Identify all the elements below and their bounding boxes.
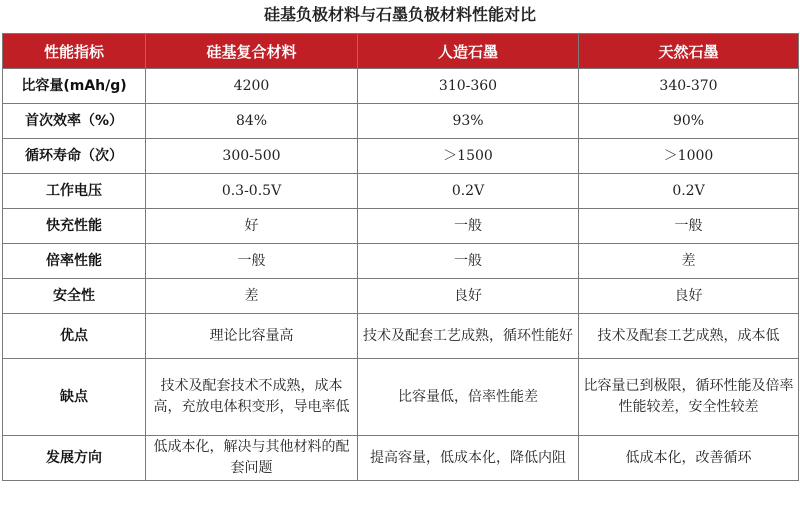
row-label: 首次效率（%） (3, 104, 146, 139)
table-row (3, 139, 799, 174)
cell-artificial-graphite: 比容量低，倍率性能差 (358, 359, 579, 436)
row-label: 缺点 (3, 359, 146, 436)
cell-natural-graphite: 一般 (579, 209, 799, 244)
cell-natural-graphite: 340-370 (579, 69, 799, 104)
cell-artificial-graphite: 0.2V (358, 174, 579, 209)
header-row (3, 34, 799, 69)
cell-natural-graphite: 低成本化，改善循环 (579, 436, 799, 481)
cell-silicon: 一般 (146, 244, 358, 279)
cell-silicon: 84% (146, 104, 358, 139)
row-label: 循环寿命（次） (3, 139, 146, 174)
table-row (3, 244, 799, 279)
cell-artificial-graphite: 良好 (358, 279, 579, 314)
cell-artificial-graphite: 提高容量，低成本化，降低内阻 (358, 436, 579, 481)
table-row (3, 174, 799, 209)
cell-silicon: 0.3-0.5V (146, 174, 358, 209)
cell-artificial-graphite: 一般 (358, 244, 579, 279)
cell-silicon: 差 (146, 279, 358, 314)
row-label: 安全性 (3, 279, 146, 314)
cell-natural-graphite: ＞1000 (579, 139, 799, 174)
row-label: 工作电压 (3, 174, 146, 209)
cell-silicon: 低成本化，解决与其他材料的配套问题 (146, 436, 358, 481)
cell-silicon: 300-500 (146, 139, 358, 174)
cell-artificial-graphite: 93% (358, 104, 579, 139)
cell-natural-graphite: 差 (579, 244, 799, 279)
table-row (3, 314, 799, 359)
cell-natural-graphite: 0.2V (579, 174, 799, 209)
column-header-silicon: 硅基复合材料 (146, 34, 358, 69)
cell-artificial-graphite: 技术及配套工艺成熟，循环性能好 (358, 314, 579, 359)
cell-artificial-graphite: 310-360 (358, 69, 579, 104)
cell-artificial-graphite: 一般 (358, 209, 579, 244)
table-row (3, 279, 799, 314)
column-header-natural-graphite: 天然石墨 (579, 34, 799, 69)
cell-artificial-graphite: ＞1500 (358, 139, 579, 174)
row-label: 比容量(mAh/g) (3, 69, 146, 104)
table-row (3, 436, 799, 481)
cell-natural-graphite: 90% (579, 104, 799, 139)
cell-silicon: 技术及配套技术不成熟，成本高，充放电体积变形，导电率低 (146, 359, 358, 436)
cell-silicon: 理论比容量高 (146, 314, 358, 359)
row-label: 优点 (3, 314, 146, 359)
table-title: 硅基负极材料与石墨负极材料性能对比 (263, 5, 536, 24)
table-row (3, 104, 799, 139)
cell-silicon: 好 (146, 209, 358, 244)
table-row (3, 209, 799, 244)
cell-natural-graphite: 良好 (579, 279, 799, 314)
column-header-metric: 性能指标 (3, 34, 146, 69)
cell-silicon: 4200 (146, 69, 358, 104)
table-row (3, 359, 799, 436)
column-header-artificial-graphite: 人造石墨 (358, 34, 579, 69)
row-label: 倍率性能 (3, 244, 146, 279)
row-label: 发展方向 (3, 436, 146, 481)
row-label: 快充性能 (3, 209, 146, 244)
performance-comparison-table (2, 33, 799, 481)
cell-natural-graphite: 技术及配套工艺成熟，成本低 (579, 314, 799, 359)
table-row (3, 69, 799, 104)
cell-natural-graphite: 比容量已到极限，循环性能及倍率性能较差，安全性较差 (579, 359, 799, 436)
